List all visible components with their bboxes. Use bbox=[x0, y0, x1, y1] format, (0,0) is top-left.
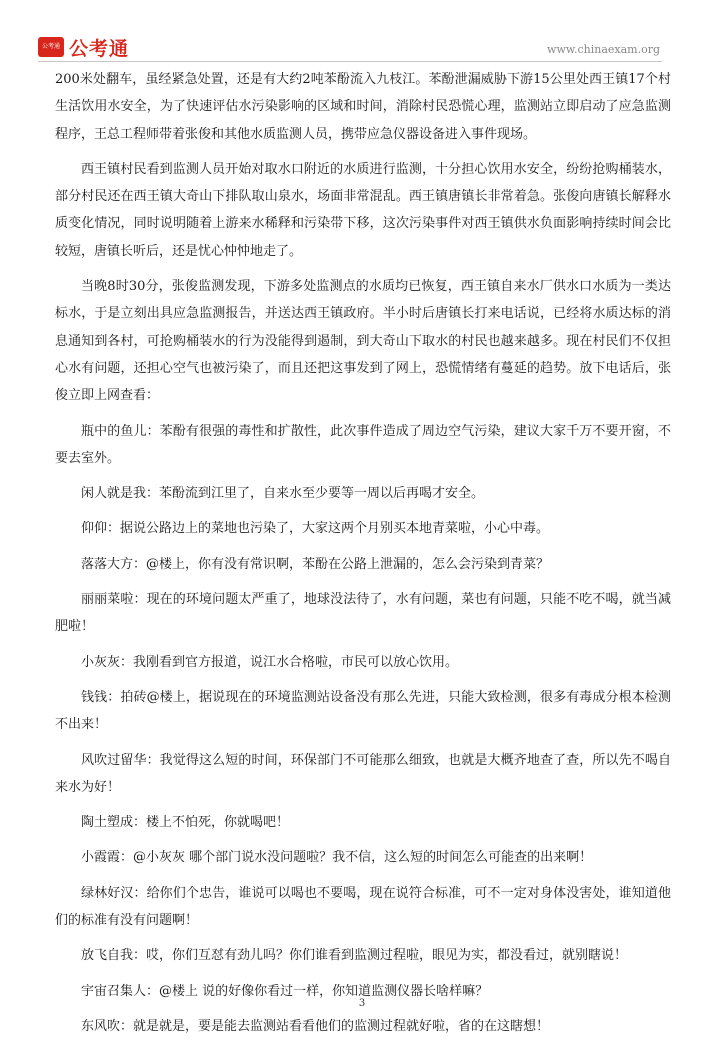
header-divider bbox=[38, 61, 662, 62]
page-header bbox=[0, 0, 724, 64]
comment-item: 陶土塑成：楼上不怕死，你就喝吧！ bbox=[81, 815, 290, 831]
comment-item: 宇宙召集人：@楼上 说的好像你看过一样，你知道监测仪器长啥样嘛？ bbox=[81, 983, 489, 999]
comment-item: 东风吹：就是就是，要是能去监测站看看他们的监测过程就好啦，省的在这瞎想！ bbox=[81, 1018, 550, 1034]
page-number: 3 bbox=[358, 998, 366, 1009]
comment-item: 钱钱：拍砖@楼上，据说现在的环境监测站设备没有那么先进，只能大致检测，很多有毒成分根本检测不出来！ bbox=[55, 689, 671, 733]
brand-logo[interactable] bbox=[38, 34, 129, 60]
comment-item: 闲人就是我：苯酚流到江里了，自来水至少要等一周以后再喝才安全。 bbox=[81, 486, 485, 502]
comment-item: 瓶中的鱼儿：苯酚有很强的毒性和扩散性，此次事件造成了周边空气污染，建议大家千万不要开窗，不要去室外。 bbox=[55, 423, 671, 466]
document-body bbox=[55, 66, 671, 1048]
comment-item: 仰仰：据说公路边上的菜地也污染了，大家这两个月别买本地青菜啦，小心中毒。 bbox=[81, 521, 550, 537]
paragraph-village: 西王镇村民看到监测人员开始对取水口附近的水质进行监测，十分担心饮用水安全，纷纷抢购桶装水，部分村民还在西王镇大奇山下排队取山泉水，场面非常混乱。西王镇唐镇长非常着急。张俊向唐镇长解释水质变化情况，同时说明随着上游来水稀释和污染带下移，这次污染事件对西王镇供水负面影响持续时间会比较短，唐镇长听后，还是忧心忡忡地走了。 bbox=[55, 161, 671, 259]
comment-item: 绿林好汉：给你们个忠告，谁说可以喝也不要喝，现在说符合标准，可不一定对身体没害处，谁知道他们的标准有没有问题啊！ bbox=[55, 885, 671, 929]
comment-item: 落落大方：@楼上，你有没有常识啊，苯酚在公路上泄漏的，怎么会污染到青菜？ bbox=[81, 556, 550, 572]
comment-item: 放飞自我：哎，你们互怼有劲儿吗？你们谁看到监测过程啦，眼见为实，都没看过，就别瞎说！ bbox=[81, 948, 628, 964]
site-url[interactable]: www.chinaexam.org bbox=[547, 43, 660, 56]
comment-item: 丽丽菜啦：现在的环境问题太严重了，地球没法待了，水有问题，菜也有问题，只能不吃不喝，就当减肥啦！ bbox=[55, 592, 671, 635]
comment-item: 小霞霞：@小灰灰 哪个部门说水没问题啦？我不信，这么短的时间怎么可能查的出来啊！ bbox=[81, 850, 593, 866]
paragraph-report: 当晚8时30分，张俊监测发现，下游多处监测点的水质均已恢复，西王镇自来水厂供水口水质为一类达标水，于是立刻出具应急监测报告，并送达西王镇政府。半小时后唐镇长打来电话说，已经将水质达标的消息通知到各村，可抢购桶装水的行为没能得到遏制，到大奇山下取水的村民也越来越多。现在村民们不仅担心水有问题，还担心空气也被污染了，而且还把这事发到了网上，恐慌情绪有蔓延的趋势。放下电话后，张俊立即上网查看： bbox=[55, 279, 671, 404]
paragraph-intro: 200米处翻车，虽经紧急处置，还是有大约2吨苯酚流入九枝江。苯酚泄漏威胁下游15公里处西王镇17个村生活饮用水安全，为了快速评估水污染影响的区域和时间，消除村民恐慌心理，监测站立即启动了应急监测程序，王总工程师带着张俊和其他水质监测人员，携带应急仪器设备进入事件现场。 bbox=[55, 72, 671, 142]
logo-badge-icon: 公考通 bbox=[38, 37, 64, 57]
logo-text: 公考通 bbox=[69, 37, 130, 60]
comment-item: 风吹过留华：我觉得这么短的时间，环保部门不可能那么细致，也就是大概齐地查了查，所以先不喝自来水为好！ bbox=[55, 752, 671, 795]
comment-item: 小灰灰：我刚看到官方报道，说江水合格啦，市民可以放心饮用。 bbox=[81, 654, 459, 670]
